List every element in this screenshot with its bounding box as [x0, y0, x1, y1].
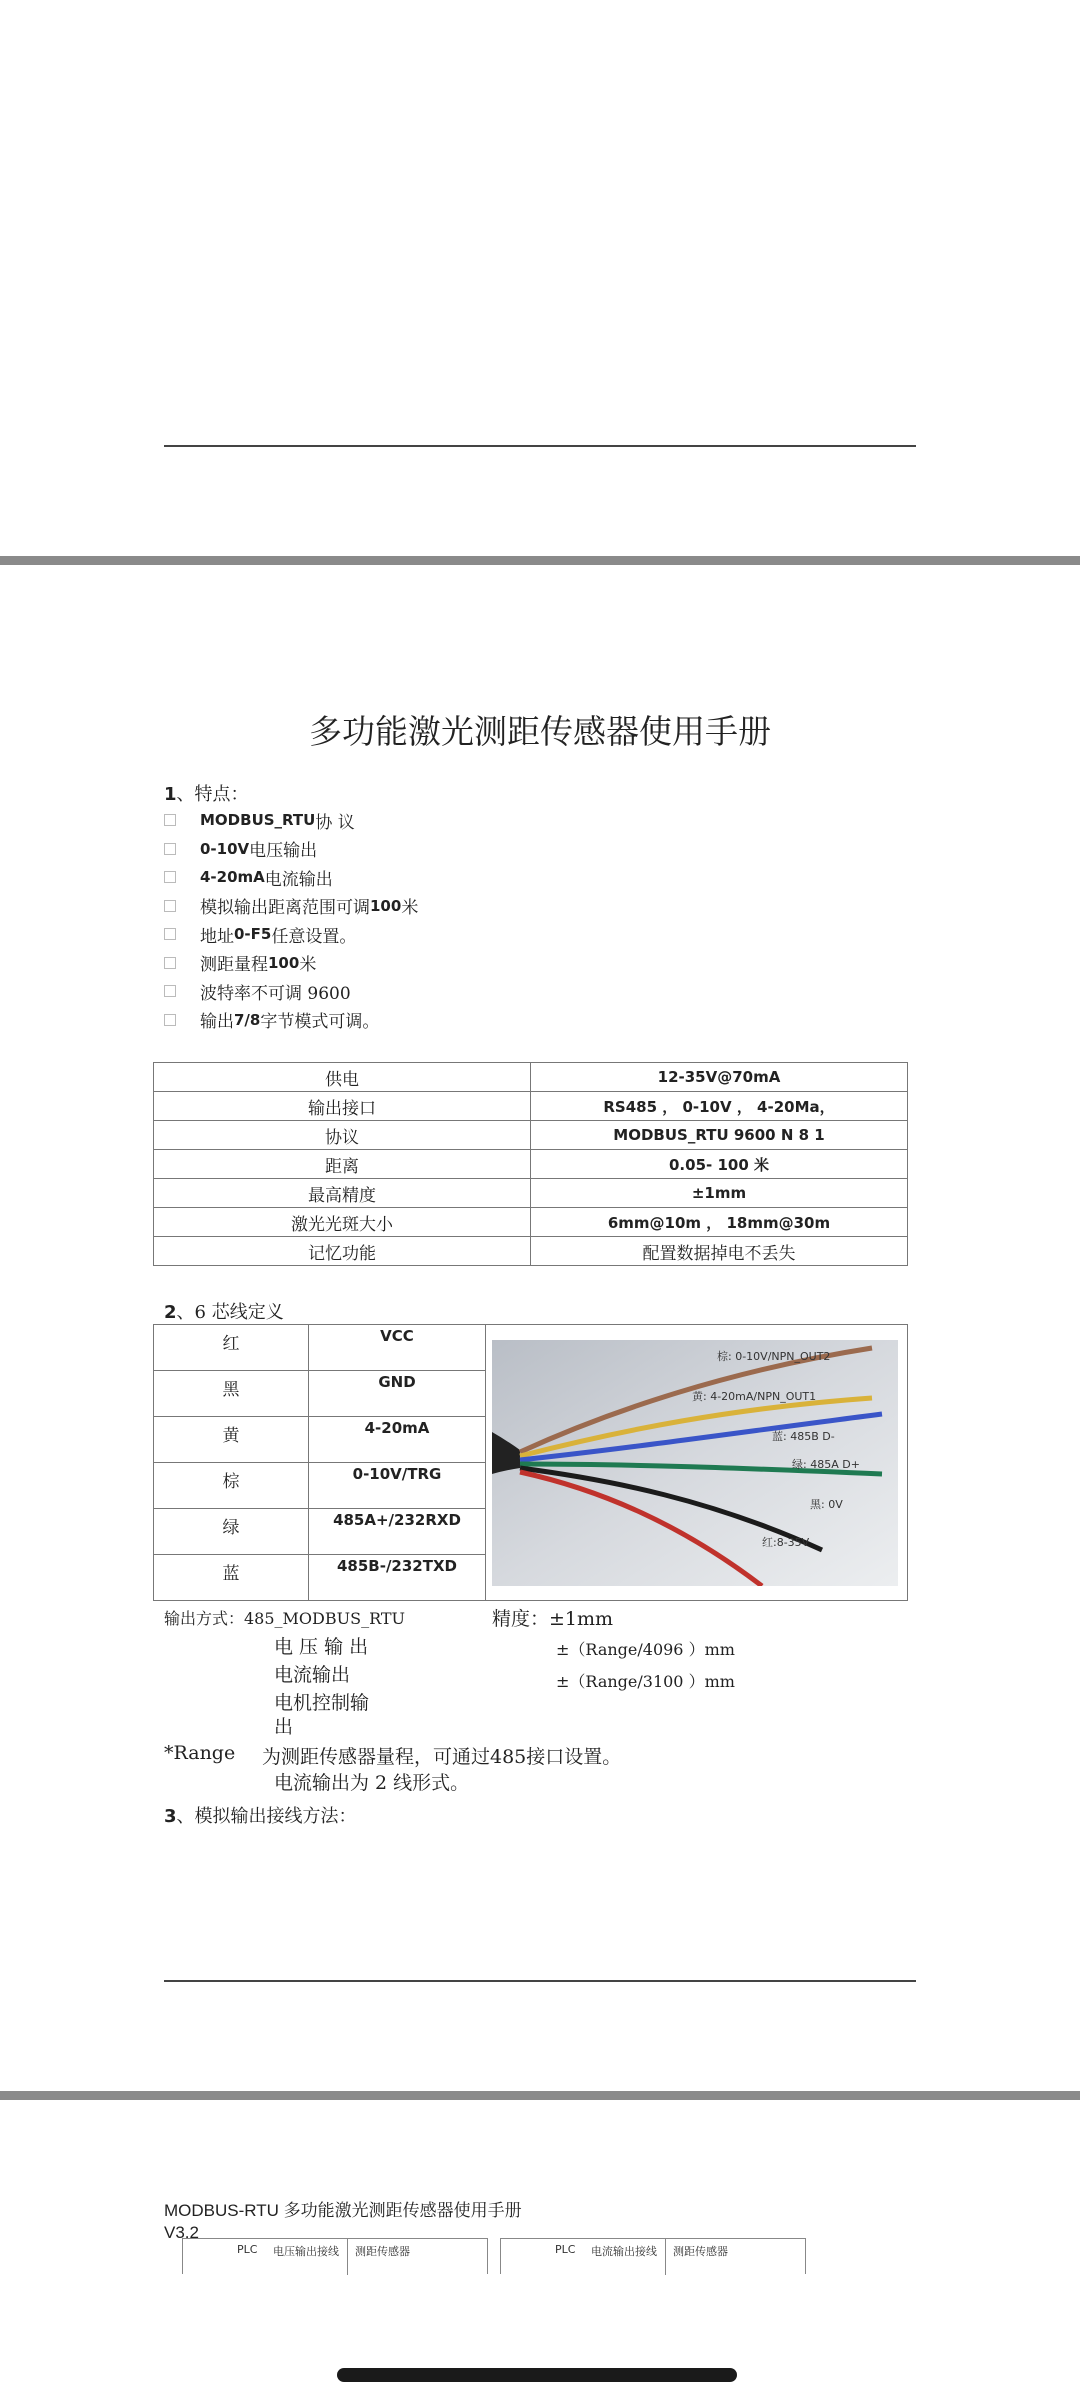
- section-heading-wiring: 2、6 芯线定义: [164, 1302, 284, 1323]
- range-key: *Range: [164, 1742, 236, 1764]
- section-heading-features: 1、特点：: [164, 784, 249, 805]
- table-row: 协议 MODBUS_RTU 9600 N 8 1: [154, 1121, 908, 1150]
- photo-label: 黄: 4-20mA/NPN_OUT1: [692, 1389, 817, 1403]
- output-current: 电流输出: [274, 1664, 351, 1686]
- page-separator: [0, 2091, 1080, 2100]
- table-row: 供电 12-35V@70mA: [154, 1063, 908, 1092]
- page-separator: [0, 556, 1080, 565]
- cable-photo: [492, 1340, 898, 1586]
- bullet-icon: [164, 814, 176, 826]
- current-wiring-diagram: PLC 电流输出接线 测距传感器: [500, 2238, 806, 2274]
- page-footer-rule: [164, 445, 916, 447]
- bullet-icon: [164, 985, 176, 997]
- page-header: MODBUS-RTU 多功能激光测距传感器使用手册 V3.2: [164, 2201, 522, 2242]
- photo-label: 红:8-35V: [762, 1535, 810, 1549]
- precision-voltage: ±（Range/4096 ）mm: [556, 1640, 735, 1659]
- feature-item: 波特率不可调 9600: [164, 977, 418, 1006]
- table-row: 红 VCC 棕: 0-10V/NPN_OUT2 黄: 4-20mA/NPN_OUT1 蓝: 485B D- 绿: 485A D+ 黑: 0V 红:8-35V: [154, 1325, 908, 1371]
- bullet-icon: [164, 843, 176, 855]
- bullet-icon: [164, 1014, 176, 1026]
- spec-table: [153, 1062, 908, 1266]
- table-row: 记忆功能 配置数据掉电不丢失: [154, 1237, 908, 1266]
- bullet-icon: [164, 900, 176, 912]
- bullet-icon: [164, 928, 176, 940]
- page-footer-rule: [164, 1980, 916, 1982]
- table-row: 黑 GND: [154, 1371, 908, 1417]
- output-motor: 电机控制输: [274, 1692, 370, 1714]
- bullet-icon: [164, 957, 176, 969]
- precision-current: ±（Range/3100 ）mm: [556, 1672, 735, 1691]
- precision-label: 精度：±1mm: [492, 1608, 614, 1630]
- table-row: 蓝 485B-/232TXD: [154, 1555, 908, 1601]
- wire-definition-table: [153, 1324, 908, 1601]
- photo-label: 蓝: 485B D-: [772, 1429, 835, 1443]
- table-row: 棕 0-10V/TRG: [154, 1463, 908, 1509]
- photo-label: 黑: 0V: [810, 1497, 843, 1511]
- cable-photo-cell: [486, 1325, 908, 1601]
- home-indicator[interactable]: [337, 2368, 737, 2382]
- feature-item: 测距量程 100 米: [164, 949, 418, 978]
- feature-item: MODBUS_RTU 协 议: [164, 806, 418, 835]
- table-row: 激光光斑大小 6mm@10m ， 18mm@30m: [154, 1208, 908, 1237]
- range-description: 为测距传感器量程，可通过485接口设置。: [262, 1746, 622, 1768]
- bullet-icon: [164, 871, 176, 883]
- feature-list: [164, 806, 418, 1034]
- feature-item: 输出 7/8 字节模式可调。: [164, 1006, 418, 1035]
- table-row: 绿 485A+/232RXD: [154, 1509, 908, 1555]
- output-motor-cont: 出: [274, 1716, 294, 1738]
- feature-item: 模拟输出距离范围可调 100 米: [164, 892, 418, 921]
- document-title: 多功能激光测距传感器使用手册: [309, 712, 771, 751]
- feature-item: 0-10V 电压输出: [164, 835, 418, 864]
- table-row: 输出接口 RS485 ， 0-10V ， 4-20Ma，: [154, 1092, 908, 1121]
- feature-item: 4-20mA 电流输出: [164, 863, 418, 892]
- photo-label: 棕: 0-10V/NPN_OUT2: [717, 1349, 831, 1363]
- output-mode-label: 输出方式：485_MODBUS_RTU: [164, 1609, 405, 1628]
- photo-label: 绿: 485A D+: [792, 1457, 860, 1471]
- current-note: 电流输出为 2 线形式。: [274, 1772, 470, 1794]
- table-row: 黄 4-20mA: [154, 1417, 908, 1463]
- section-heading-analog-wiring: 3、模拟输出接线方法：: [164, 1806, 357, 1827]
- output-voltage: 电 压 输 出: [274, 1636, 369, 1658]
- voltage-wiring-diagram: PLC 电压输出接线 测距传感器: [182, 2238, 488, 2274]
- table-row: 距离 0.05- 100 米: [154, 1150, 908, 1179]
- table-row: 最高精度 ±1mm: [154, 1179, 908, 1208]
- feature-item: 地址 0-F5 任意设置。: [164, 920, 418, 949]
